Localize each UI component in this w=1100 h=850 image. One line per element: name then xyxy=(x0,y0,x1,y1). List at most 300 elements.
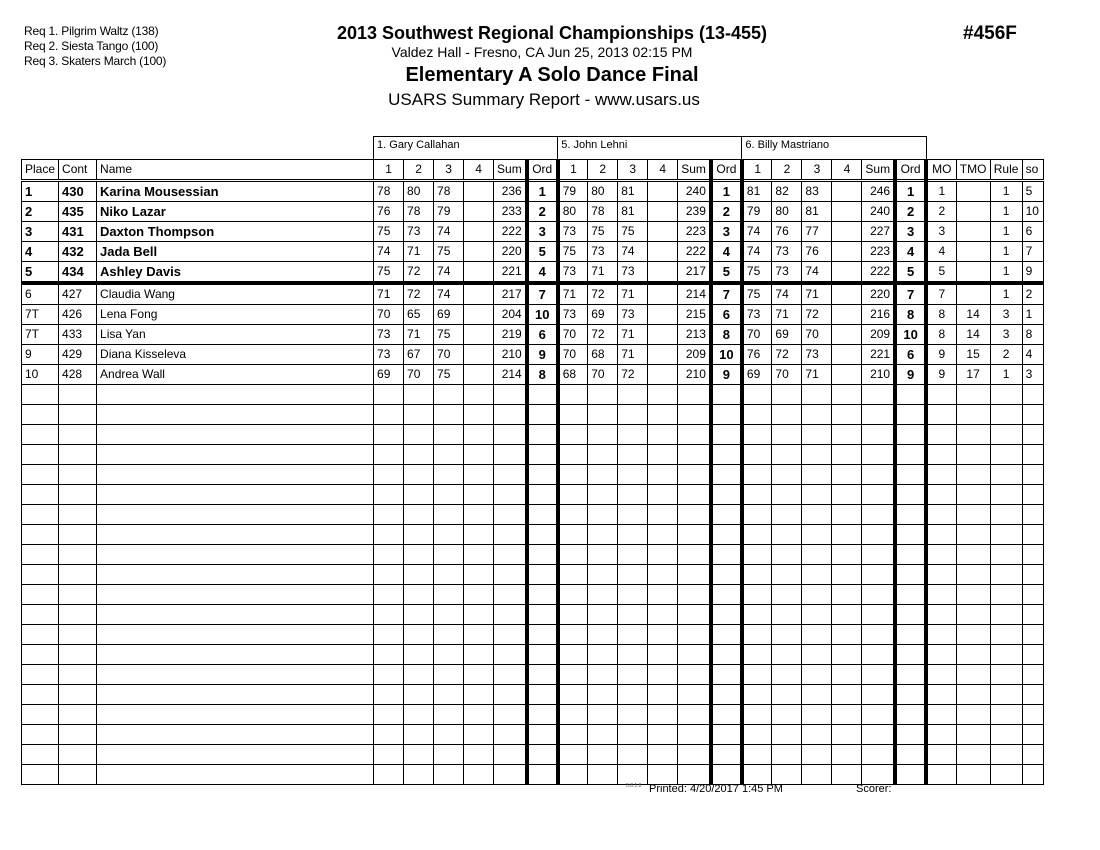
empty-cell xyxy=(22,585,59,605)
empty-cell xyxy=(678,405,711,425)
score-cell xyxy=(648,181,678,202)
empty-cell xyxy=(711,745,742,765)
empty-cell xyxy=(464,685,494,705)
sum-cell: 227 xyxy=(862,222,895,242)
score-cell: 71 xyxy=(618,345,648,365)
rule-cell: 1 xyxy=(990,202,1022,222)
empty-cell xyxy=(618,605,648,625)
empty-cell xyxy=(711,605,742,625)
empty-cell xyxy=(862,685,895,705)
score-cell: 78 xyxy=(404,202,434,222)
empty-cell xyxy=(832,725,862,745)
empty-cell xyxy=(678,485,711,505)
empty-cell xyxy=(434,765,464,785)
empty-cell xyxy=(374,745,404,765)
empty-cell xyxy=(374,705,404,725)
cont-cell: 431 xyxy=(59,222,97,242)
empty-cell xyxy=(22,645,59,665)
score-cell: 75 xyxy=(618,222,648,242)
empty-cell xyxy=(802,585,832,605)
sum-cell: 246 xyxy=(862,181,895,202)
score-cell: 79 xyxy=(742,202,772,222)
empty-cell xyxy=(558,585,588,605)
empty-cell xyxy=(772,405,802,425)
score-cell: 73 xyxy=(404,222,434,242)
empty-cell xyxy=(802,465,832,485)
empty-cell xyxy=(464,645,494,665)
ordinal-cell: 1 xyxy=(895,181,926,202)
empty-cell xyxy=(618,745,648,765)
empty-cell xyxy=(374,545,404,565)
empty-cell xyxy=(374,685,404,705)
place-cell: 7T xyxy=(22,325,59,345)
requirements-list xyxy=(24,24,166,69)
empty-cell xyxy=(895,765,926,785)
empty-cell xyxy=(802,525,832,545)
empty-cell xyxy=(22,685,59,705)
mo-cell: 9 xyxy=(926,365,956,385)
empty-cell xyxy=(434,545,464,565)
score-cell: 71 xyxy=(588,262,618,284)
score-cell: 79 xyxy=(558,181,588,202)
score-cell xyxy=(648,325,678,345)
empty-cell xyxy=(742,545,772,565)
empty-cell xyxy=(772,705,802,725)
empty-cell xyxy=(1022,565,1043,585)
empty-cell xyxy=(588,505,618,525)
place-cell: 7T xyxy=(22,305,59,325)
score-cell: 71 xyxy=(618,283,648,305)
empty-cell xyxy=(618,405,648,425)
score-cell xyxy=(464,365,494,385)
empty-cell xyxy=(832,505,862,525)
empty-cell xyxy=(742,765,772,785)
table-row xyxy=(22,345,1044,365)
header-judge3-ord: Ord xyxy=(895,160,926,181)
score-cell: 65 xyxy=(404,305,434,325)
empty-cell xyxy=(711,705,742,725)
empty-cell xyxy=(742,525,772,545)
score-cell: 71 xyxy=(772,305,802,325)
empty-cell xyxy=(711,565,742,585)
empty-cell xyxy=(862,665,895,685)
mo-cell: 8 xyxy=(926,325,956,345)
empty-cell xyxy=(588,385,618,405)
place-cell: 5 xyxy=(22,262,59,284)
empty-row xyxy=(22,485,1044,505)
empty-cell xyxy=(648,545,678,565)
empty-cell xyxy=(527,605,558,625)
empty-cell xyxy=(404,445,434,465)
empty-cell xyxy=(374,625,404,645)
empty-cell xyxy=(22,385,59,405)
empty-cell xyxy=(434,625,464,645)
empty-cell xyxy=(464,405,494,425)
empty-cell xyxy=(59,685,97,705)
empty-cell xyxy=(926,425,956,445)
score-cell xyxy=(832,202,862,222)
empty-cell xyxy=(494,765,527,785)
empty-cell xyxy=(956,485,990,505)
requirement-2: Req 2. Siesta Tango (100) xyxy=(24,39,159,53)
mo-cell: 1 xyxy=(926,181,956,202)
empty-cell xyxy=(711,425,742,445)
empty-cell xyxy=(742,725,772,745)
sum-cell: 204 xyxy=(494,305,527,325)
place-cell: 10 xyxy=(22,365,59,385)
empty-cell xyxy=(926,765,956,785)
empty-cell xyxy=(926,465,956,485)
empty-cell xyxy=(990,545,1022,565)
empty-cell xyxy=(862,505,895,525)
empty-cell xyxy=(862,605,895,625)
empty-cell xyxy=(464,505,494,525)
empty-cell xyxy=(742,685,772,705)
empty-cell xyxy=(558,525,588,545)
score-cell xyxy=(648,242,678,262)
empty-cell xyxy=(374,385,404,405)
empty-cell xyxy=(802,625,832,645)
score-cell: 75 xyxy=(742,283,772,305)
empty-cell xyxy=(990,385,1022,405)
judge-name-3: 6. Billy Mastriano xyxy=(742,137,926,160)
ordinal-cell: 6 xyxy=(895,345,926,365)
so-cell: 1 xyxy=(1022,305,1043,325)
empty-cell xyxy=(97,445,374,465)
empty-cell xyxy=(22,505,59,525)
empty-cell xyxy=(648,425,678,445)
empty-cell xyxy=(895,745,926,765)
empty-cell xyxy=(990,665,1022,685)
ordinal-cell: 5 xyxy=(711,262,742,284)
empty-cell xyxy=(374,465,404,485)
judge-name-2: 5. John Lehni xyxy=(558,137,742,160)
score-cell: 72 xyxy=(588,283,618,305)
empty-cell xyxy=(97,705,374,725)
empty-cell xyxy=(648,745,678,765)
empty-cell xyxy=(59,565,97,585)
empty-cell xyxy=(1022,545,1043,565)
empty-cell xyxy=(494,665,527,685)
score-cell: 75 xyxy=(374,222,404,242)
empty-cell xyxy=(926,685,956,705)
empty-cell xyxy=(990,625,1022,645)
empty-cell xyxy=(588,485,618,505)
empty-cell xyxy=(494,465,527,485)
empty-cell xyxy=(711,485,742,505)
name-cell: Andrea Wall xyxy=(97,365,374,385)
tmo-cell xyxy=(956,202,990,222)
empty-cell xyxy=(926,745,956,765)
score-cell xyxy=(464,262,494,284)
empty-cell xyxy=(802,445,832,465)
empty-cell xyxy=(862,525,895,545)
score-cell xyxy=(648,283,678,305)
empty-cell xyxy=(97,645,374,665)
cont-cell: 427 xyxy=(59,283,97,305)
score-cell xyxy=(464,242,494,262)
empty-cell xyxy=(22,445,59,465)
empty-cell xyxy=(678,465,711,485)
empty-cell xyxy=(956,725,990,745)
empty-cell xyxy=(527,625,558,645)
score-cell: 74 xyxy=(374,242,404,262)
ordinal-cell: 3 xyxy=(711,222,742,242)
empty-row xyxy=(22,465,1044,485)
mo-cell: 8 xyxy=(926,305,956,325)
table-row xyxy=(22,242,1044,262)
empty-cell xyxy=(772,445,802,465)
score-cell: 70 xyxy=(772,365,802,385)
empty-cell xyxy=(832,745,862,765)
empty-cell xyxy=(434,465,464,485)
empty-cell xyxy=(374,605,404,625)
ordinal-cell: 8 xyxy=(527,365,558,385)
sum-cell: 220 xyxy=(862,283,895,305)
empty-cell xyxy=(464,625,494,645)
sum-cell: 222 xyxy=(862,262,895,284)
sum-cell: 240 xyxy=(862,202,895,222)
ordinal-cell: 3 xyxy=(895,222,926,242)
empty-cell xyxy=(648,405,678,425)
cont-cell: 430 xyxy=(59,181,97,202)
empty-cell xyxy=(862,445,895,465)
empty-cell xyxy=(956,505,990,525)
ordinal-cell: 2 xyxy=(711,202,742,222)
empty-cell xyxy=(742,665,772,685)
score-cell: 76 xyxy=(374,202,404,222)
empty-cell xyxy=(772,685,802,705)
empty-cell xyxy=(742,645,772,665)
empty-cell xyxy=(772,385,802,405)
empty-cell xyxy=(464,745,494,765)
score-cell: 72 xyxy=(618,365,648,385)
sum-cell: 217 xyxy=(678,262,711,284)
empty-cell xyxy=(558,505,588,525)
empty-cell xyxy=(678,565,711,585)
header-judge1-2: 2 xyxy=(404,160,434,181)
empty-cell xyxy=(895,605,926,625)
empty-cell xyxy=(678,705,711,725)
sum-cell: 236 xyxy=(494,181,527,202)
empty-cell xyxy=(772,545,802,565)
empty-cell xyxy=(404,705,434,725)
blank-cell xyxy=(926,137,1043,160)
empty-cell xyxy=(588,585,618,605)
empty-cell xyxy=(742,465,772,485)
empty-cell xyxy=(648,605,678,625)
empty-cell xyxy=(558,445,588,465)
empty-cell xyxy=(374,765,404,785)
score-cell xyxy=(464,325,494,345)
empty-cell xyxy=(802,705,832,725)
venue-datetime: Valdez Hall - Fresno, CA Jun 25, 2013 02:15 PM xyxy=(391,44,693,60)
empty-cell xyxy=(404,565,434,585)
empty-cell xyxy=(926,705,956,725)
empty-cell xyxy=(558,665,588,685)
cont-cell: 434 xyxy=(59,262,97,284)
empty-cell xyxy=(59,625,97,645)
empty-cell xyxy=(374,445,404,465)
empty-cell xyxy=(862,545,895,565)
empty-cell xyxy=(1022,705,1043,725)
empty-cell xyxy=(711,585,742,605)
empty-row xyxy=(22,765,1044,785)
empty-cell xyxy=(374,725,404,745)
score-cell: 80 xyxy=(588,181,618,202)
empty-cell xyxy=(404,745,434,765)
empty-cell xyxy=(648,525,678,545)
empty-cell xyxy=(678,745,711,765)
empty-cell xyxy=(926,665,956,685)
empty-cell xyxy=(772,765,802,785)
empty-cell xyxy=(97,385,374,405)
empty-cell xyxy=(772,425,802,445)
empty-cell xyxy=(678,645,711,665)
header-cont: Cont xyxy=(59,160,97,181)
requirement-3: Req 3. Skaters March (100) xyxy=(24,54,167,68)
sum-cell: 210 xyxy=(494,345,527,365)
header-judge1-sum: Sum xyxy=(494,160,527,181)
empty-cell xyxy=(374,525,404,545)
sum-cell: 233 xyxy=(494,202,527,222)
empty-cell xyxy=(618,765,648,785)
empty-cell xyxy=(494,505,527,525)
empty-cell xyxy=(1022,385,1043,405)
empty-cell xyxy=(678,765,711,785)
score-cell xyxy=(464,283,494,305)
empty-cell xyxy=(618,705,648,725)
score-cell: 79 xyxy=(434,202,464,222)
empty-cell xyxy=(648,565,678,585)
table-row xyxy=(22,365,1044,385)
empty-cell xyxy=(588,605,618,625)
empty-cell xyxy=(678,445,711,465)
empty-cell xyxy=(558,765,588,785)
empty-cell xyxy=(494,445,527,465)
score-cell: 71 xyxy=(618,325,648,345)
cont-cell: 429 xyxy=(59,345,97,365)
sum-cell: 222 xyxy=(678,242,711,262)
empty-cell xyxy=(404,505,434,525)
score-cell: 70 xyxy=(588,365,618,385)
empty-cell xyxy=(956,465,990,485)
ordinal-cell: 10 xyxy=(527,305,558,325)
score-cell xyxy=(648,365,678,385)
rule-cell: 1 xyxy=(990,222,1022,242)
empty-cell xyxy=(588,765,618,785)
empty-cell xyxy=(742,485,772,505)
score-cell: 75 xyxy=(374,262,404,284)
score-cell: 71 xyxy=(802,365,832,385)
empty-row xyxy=(22,625,1044,645)
so-cell: 8 xyxy=(1022,325,1043,345)
empty-cell xyxy=(558,745,588,765)
empty-cell xyxy=(648,385,678,405)
table-row xyxy=(22,283,1044,305)
empty-cell xyxy=(59,485,97,505)
empty-cell xyxy=(404,405,434,425)
ordinal-cell: 4 xyxy=(711,242,742,262)
empty-cell xyxy=(990,425,1022,445)
empty-cell xyxy=(711,545,742,565)
empty-cell xyxy=(374,505,404,525)
empty-cell xyxy=(618,545,648,565)
score-cell: 74 xyxy=(742,222,772,242)
empty-cell xyxy=(956,625,990,645)
ordinal-cell: 1 xyxy=(711,181,742,202)
empty-cell xyxy=(926,585,956,605)
empty-cell xyxy=(374,405,404,425)
empty-cell xyxy=(990,725,1022,745)
empty-cell xyxy=(832,485,862,505)
cont-cell: 433 xyxy=(59,325,97,345)
empty-cell xyxy=(618,445,648,465)
empty-cell xyxy=(832,425,862,445)
empty-cell xyxy=(404,425,434,445)
header-place: Place xyxy=(22,160,59,181)
empty-cell xyxy=(464,465,494,485)
score-cell: 74 xyxy=(618,242,648,262)
table-row xyxy=(22,262,1044,284)
empty-cell xyxy=(374,645,404,665)
empty-cell xyxy=(956,585,990,605)
empty-cell xyxy=(895,485,926,505)
score-cell xyxy=(464,202,494,222)
empty-cell xyxy=(648,685,678,705)
score-cell xyxy=(648,262,678,284)
empty-cell xyxy=(895,425,926,445)
empty-cell xyxy=(464,485,494,505)
so-cell: 10 xyxy=(1022,202,1043,222)
empty-cell xyxy=(1022,685,1043,705)
header-mo: MO xyxy=(926,160,956,181)
score-cell xyxy=(648,222,678,242)
cont-cell: 435 xyxy=(59,202,97,222)
event-title: Elementary A Solo Dance Final xyxy=(405,64,699,86)
sum-cell: 210 xyxy=(678,365,711,385)
empty-cell xyxy=(711,645,742,665)
empty-cell xyxy=(404,725,434,745)
empty-cell xyxy=(956,545,990,565)
empty-cell xyxy=(588,425,618,445)
empty-cell xyxy=(434,485,464,505)
empty-cell xyxy=(926,385,956,405)
empty-cell xyxy=(558,625,588,645)
score-cell xyxy=(648,202,678,222)
empty-cell xyxy=(494,645,527,665)
header-judge2-1: 1 xyxy=(558,160,588,181)
empty-cell xyxy=(588,665,618,685)
empty-cell xyxy=(59,505,97,525)
empty-cell xyxy=(404,545,434,565)
place-cell: 1 xyxy=(22,181,59,202)
score-cell xyxy=(832,325,862,345)
ordinal-cell: 3 xyxy=(527,222,558,242)
score-cell: 74 xyxy=(434,262,464,284)
empty-cell xyxy=(588,465,618,485)
empty-cell xyxy=(434,585,464,605)
empty-cell xyxy=(711,765,742,785)
empty-cell xyxy=(374,425,404,445)
empty-cell xyxy=(59,725,97,745)
empty-cell xyxy=(956,705,990,725)
empty-cell xyxy=(832,705,862,725)
ordinal-cell: 5 xyxy=(527,242,558,262)
empty-cell xyxy=(22,525,59,545)
header-judge2-4: 4 xyxy=(648,160,678,181)
empty-cell xyxy=(404,645,434,665)
